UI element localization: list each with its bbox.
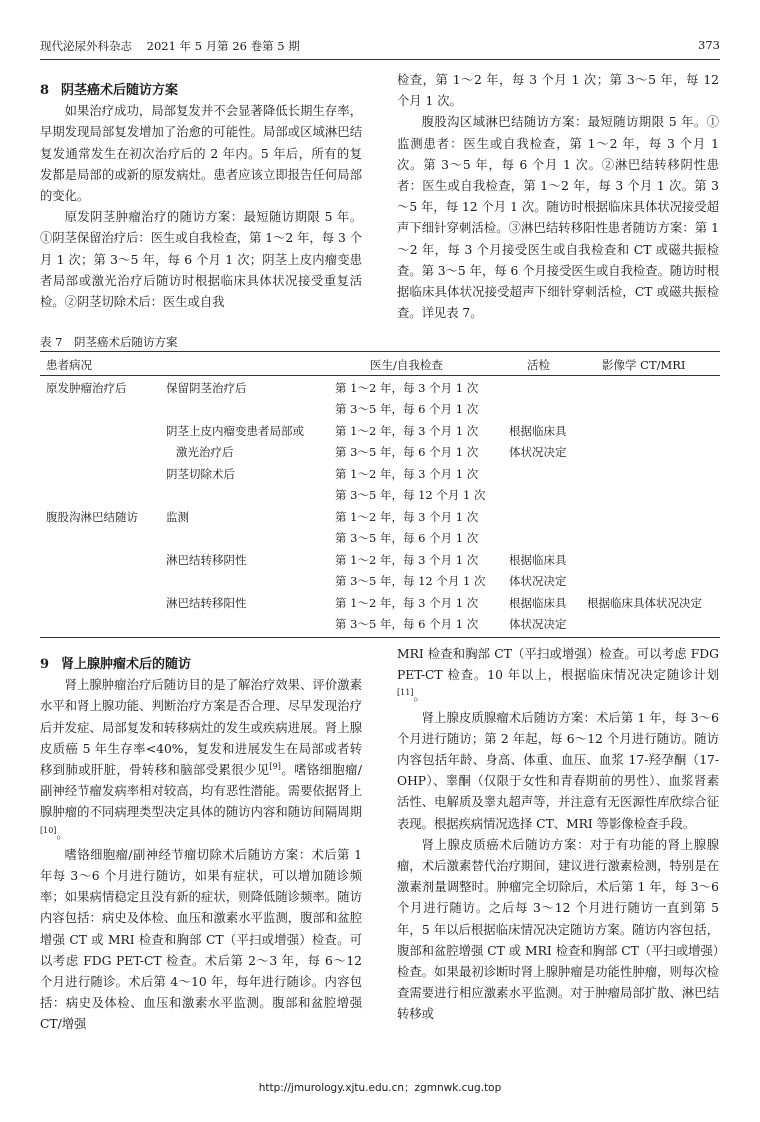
table-row [40,507,720,527]
footer-urls: http://jmurology.xjtu.edu.cn；zgmnwk.cug.top [258,1082,502,1094]
table-row [40,399,720,419]
table-cell-biopsy: 根据临床具 [509,424,567,438]
table-row [40,421,720,441]
section9-left-column [40,654,362,1036]
section8-right-column [397,70,719,324]
table-row [40,442,720,462]
section9-heading [40,654,362,675]
section9-paragraph-2-continued [397,644,719,708]
section9-p1-text-b: 。嗜铬细胞瘤/副神经节瘤发病率相对较高，均有恶性潜能。需要依据肾上腺肿瘤的不同病理类型决定具体的随访内容和随访间隔周期 [40,763,362,820]
section9-p2-cont-text: MRI 检查和胸部 CT（平扫或增强）检查。可以考虑 FDG PET-CT 检查。10 年以上，根据临床情况决定随诊计划 [397,647,719,683]
table-header-category: 患者病况 [46,358,92,372]
journal-and-issue [40,38,300,54]
table-cell-exam: 第 1～2 年，每 3 个月 1 次 [335,381,479,395]
section9-title: 肾上腺肿瘤术后的随访 [61,657,192,672]
section8-title: 阴茎癌术后随访方案 [61,83,179,98]
page-number: 373 [698,38,720,52]
table-row [40,593,720,613]
table-row [40,571,720,591]
table-cell-exam: 第 3～5 年，每 12 个月 1 次 [335,574,486,588]
section8-left-column [40,80,362,313]
section8-paragraph-1: 如果治疗成功，局部复发并不会显著降低长期生存率，早期发现局部复发增加了治愈的可能性。局部或区域淋巴结复发通常发生在初次治疗后的 2 年内。5 年后，所有的复发都是局部的或新的原发病灶。患者应该立即报告任何局部的变化。 [40,104,362,204]
table-cell-exam: 第 3～5 年，每 12 个月 1 次 [335,488,486,502]
table-row [40,550,720,570]
table-header-biopsy: 活检 [527,358,550,372]
table-header-rule [40,375,720,376]
table-top-rule [40,351,720,352]
table-cell-biopsy: 体状况决定 [509,617,567,631]
table-cell-exam: 第 3～5 年，每 6 个月 1 次 [335,402,479,416]
table-cell-sub: 阴茎切除术后 [166,467,235,481]
table-row [40,528,720,548]
table-row [40,485,720,505]
table-header-exam: 医生/自我检查 [370,358,443,372]
section9-p1-text: 肾上腺肿瘤治疗后随访目的是了解治疗效果、评价激素水平和肾上腺功能、判断治疗方案是否合理、尽早发现治疗后并发症、局部复发和转移病灶的发生或疾病进展。肾上腺皮质癌 5 年生存率<40%，复发和进展发生在局部或者转移到肺或肝脏，骨转移和脑部受累很少见 [40,678,362,778]
table-cell-imaging: 根据临床具体状况决定 [587,596,702,610]
section9-paragraph-4: 肾上腺皮质癌术后随访方案：对于有功能的肾上腺腺瘤，术后激素替代治疗期间，建议进行激素检测，特别是在激素剂量调整时。肿瘤完全切除后，术后第 1 年，每 3～6 个月进行随访。之后每 3～12 个月进行随访一直到第 5 年，5 年以后根据临床情况决定随访方案。随访内容包括，腹部和盆腔增强 CT 或 MRI 检查和胸部 CT（平扫或增强）检查。如果最初诊断时肾上腺肿瘤是功能性肿瘤，则每次检查需要进行相应激素水平监测。对于肿瘤局部扩散、淋巴结转移或 [397,837,719,1022]
table-bottom-rule [40,637,720,638]
table7-caption: 表 7 阴茎癌术后随访方案 [40,335,178,349]
table7-body [40,378,720,634]
table-cell-sub: 保留阴茎治疗后 [166,381,247,395]
table-row [40,378,720,398]
citation-10: [10] [40,825,57,835]
table-header-imaging: 影像学 CT/MRI [602,358,686,372]
section8-heading [40,80,362,101]
citation-11: [11] [397,688,414,698]
table-row [40,464,720,484]
table-cell-sub: 淋巴结转移阳性 [166,596,247,610]
section9-number: 9 [40,657,50,672]
section9-paragraph-2: 嗜铬细胞瘤/副神经节瘤切除术后随访方案：术后第 1 年每 3～6 个月进行随访，如果有症状，可以增加随诊频率；如果病情稳定且没有新的症状，则降低随诊频率。随访内容包括：病史及体检、血压和激素水平监测，腹部和盆腔增强 CT 或 MRI 检查和胸部 CT（平扫或增强）检查。可以考虑 FDG PET-CT 检查。术后第 2～3 年，每 6～12 个月进行随诊。术后第 4～10 年，每年进行随诊。内容包括：病史及体检、血压和激素水平监测。腹部和盆腔增强 CT/增强 [40,847,362,1032]
table-cell-biopsy: 体状况决定 [509,574,567,588]
section9-p1-end: 。 [56,826,69,841]
journal-name: 现代泌尿外科杂志 [40,39,132,53]
section8-paragraph-3: 腹股沟区域淋巴结随访方案：最短随访期限 5 年。①监测患者：医生或自我检查，第 1～2 年，每 3 个月 1 次。第 3～5 年，每 6 个月 1 次。②淋巴结转移阴性患者：医生或自我检查，第 1～2 年，每 3 个月 1 次。第 3～5 年，每 12 个月 1 次。随访时根据临床具体状况接受超声下细针穿刺活检。③淋巴结转移阳性患者随访方案：第 1～2 年，每 3 个月接受医生或自我检查和 CT 或磁共振检查。第 3～5 年，每 6 个月接受医生或自我检查。随访时根据临床具体状况接受超声下细针穿刺活检，CT 或磁共振检查。详见表 7。 [397,115,719,321]
table-cell-biopsy: 体状况决定 [509,445,567,459]
table-cell-exam: 第 1～2 年，每 3 个月 1 次 [335,467,479,481]
header-rule [40,59,720,60]
table-cell-biopsy: 根据临床具 [509,553,567,567]
section9-paragraph-1 [40,675,362,845]
section9-paragraph-3: 肾上腺皮质腺瘤术后随访方案：术后第 1 年，每 3～6 个月进行随访；第 2 年起，每 6～12 个月进行随访。随访内容包括年龄、身高、体重、血压、血浆 17-羟孕酮（17-OHP）、睾酮（仅限于女性和青春期前的男性）、血浆肾素活性、电解质及睾丸超声等，并注意有无医源性库欣综合征表现。根据疾病情况选择 CT、MRI 等影像检查手段。 [397,710,719,831]
citation-9: [9] [269,761,281,771]
table-cell-sub: 淋巴结转移阴性 [166,553,247,567]
table-cell-group: 腹股沟淋巴结随访 [46,510,138,524]
table-cell-exam: 第 1～2 年，每 3 个月 1 次 [335,510,479,524]
table7-header-row [40,355,720,375]
section8-number: 8 [40,83,50,98]
section8-paragraph-2: 原发阴茎肿瘤治疗的随访方案：最短随访期限 5 年。①阴茎保留治疗后：医生或自我检查，第 1～2 年，每 3 个月 1 次；第 3～5 年，每 6 个月 1 次；阴茎上皮内瘤变患者局部或激光治疗后随访时根据临床具体状况接受重复活检。②阴茎切除术后：医生或自我 [40,210,362,310]
section9-p2-end: 。 [413,689,426,704]
table-cell-group: 原发肿瘤治疗后 [46,381,127,395]
table-cell-biopsy: 根据临床具 [509,596,567,610]
table-cell-sub: 监测 [166,510,189,524]
table-cell-sub: 激光治疗后 [176,445,234,459]
issue-info: 2021 年 5 月第 26 卷第 5 期 [146,39,300,53]
table-cell-sub: 阴茎上皮内瘤变患者局部或 [166,424,304,438]
running-header [40,38,720,58]
table-cell-exam: 第 1～2 年，每 3 个月 1 次 [335,424,479,438]
table-cell-exam: 第 3～5 年，每 6 个月 1 次 [335,445,479,459]
table-cell-exam: 第 3～5 年，每 6 个月 1 次 [335,617,479,631]
table-cell-exam: 第 1～2 年，每 3 个月 1 次 [335,553,479,567]
table-cell-exam: 第 1～2 年，每 3 个月 1 次 [335,596,479,610]
section8-paragraph-2-continued: 检查，第 1～2 年，每 3 个月 1 次；第 3～5 年，每 12 个月 1 次。 [397,73,719,109]
section9-right-column [397,644,719,1026]
table-cell-exam: 第 3～5 年，每 6 个月 1 次 [335,531,479,545]
table-row [40,614,720,634]
